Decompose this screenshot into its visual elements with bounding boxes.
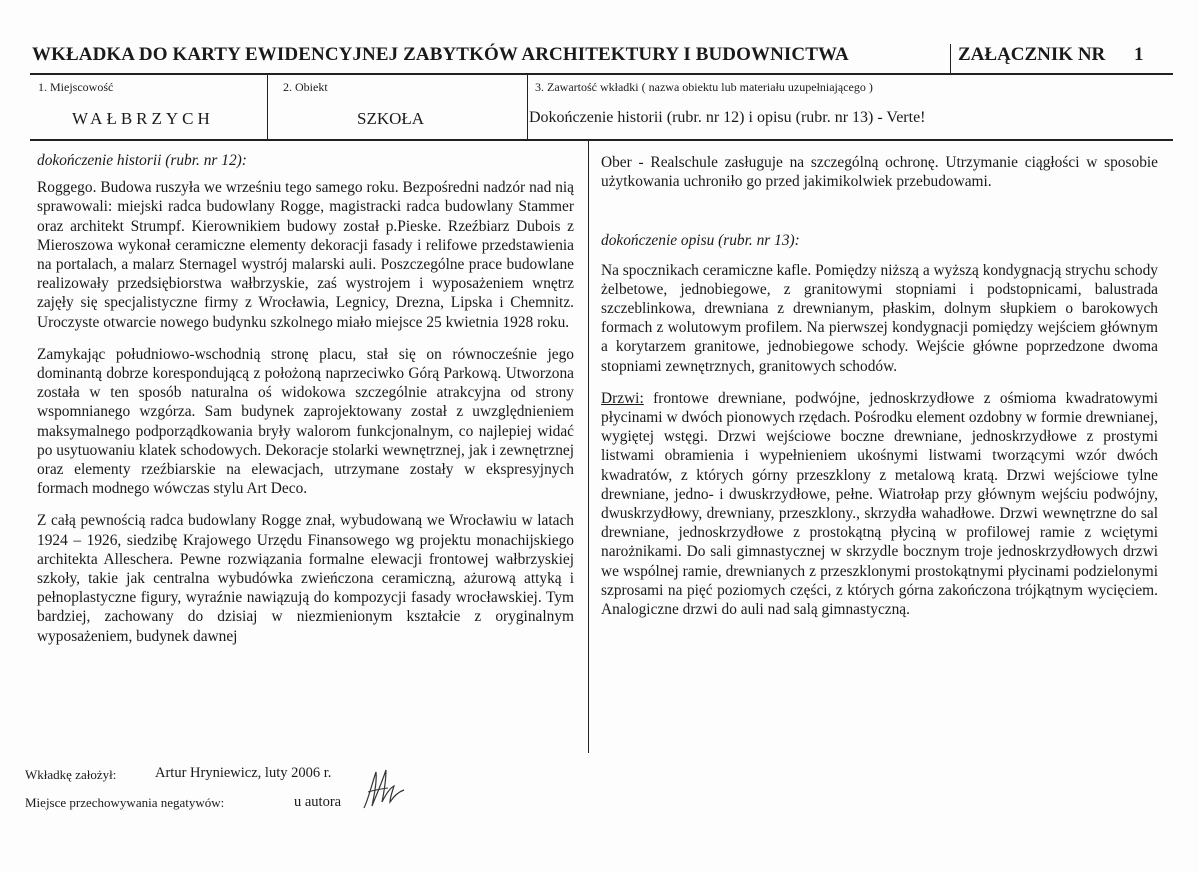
author-label: Wkładkę założył: (25, 767, 117, 782)
negatives-label: Miejsce przechowywania negatywów: (25, 795, 225, 810)
attachment-label: ZAŁĄCZNIK NR (958, 44, 1106, 65)
fields-bottom-rule (30, 139, 1173, 141)
history-paragraph: Z całą pewnością radca budowlany Rogge znał, wybudowaną we Wrocławiu w latach 1924 – 1926, siedzibę Krajowego Urzędu Finansowego wg projektu monachijskiego architekta Alleschera. Pewne rozwiązania formalne elewacji frontowej wałbrzyskiej szkoły, takie jak centralna wybudówka zwieńczona ceramiczną, ażurową attyką i pełnoplastyczne figury, wyraźnie nawiązują do kompozycji fasady wrocławskiej. Tym bardziej, zachowany do dzisiaj w niezmienionym kształcie z oryginalnym wyposażeniem, budynek dawnej (37, 512, 574, 645)
document-title: WKŁADKA DO KARTY EWIDENCYJNEJ ZABYTKÓW ARCHITEKTURY I BUDOWNICTWA (32, 44, 849, 65)
author-value: Artur Hryniewicz, luty 2006 r. (155, 765, 332, 781)
object-value: SZKOŁA (357, 109, 425, 128)
description-heading: dokończenie opisu (rubr. nr 13): (601, 232, 800, 250)
field-divider-1 (267, 75, 268, 139)
field-divider-2 (527, 75, 528, 139)
attachment-number: 1 (1134, 44, 1144, 65)
negatives-value: u autora (294, 794, 342, 810)
description-intro: Ober - Realschule zasługuje na szczególną ochronę. Utrzymanie ciągłości w sposobie użytkowania uchroniło go przed jakimikolwiek przebudowami. (601, 154, 1158, 191)
column-divider (588, 141, 589, 753)
header-top-rule (30, 73, 1173, 75)
header-divider (950, 44, 951, 73)
place-value: WAŁBRZYCH (72, 109, 214, 128)
history-paragraph: Zamykając południowo-wschodnią stronę placu, stał się on równocześnie jego dominantą dobrze korespondującą z położoną naprzeciwko Górą Parkową. Utworzona została w ten sposób naturalna oś widokowa szczególnie atrakcyjna od strony wspomnianego wzgórza. Sam budynek zaprojektowany został z uwzględnieniem maksymalnego podporządkowania bryły walorom funkcjonalnym, co najlepiej widać po usytuowaniu klatek schodowych. Dekoracje stolarki wewnętrznej, jak i zewnętrznej oraz elementy rzeźbiarskie na elewacjach, utrzymane zostały w ekspresyjnych formach modnego wówczas stylu Art Deco. (37, 345, 574, 498)
stairs-paragraph: Na spocznikach ceramiczne kafle. Pomiędzy niższą a wyższą kondygnacją strychu schody żelbetowe, jednobiegowe, z granitowymi stopniami i podstopnicami, balustrada szczeblinkowa, drewniana z drewnianym, płaskim, dolnym słupkiem o barokowych formach z wolutowym profilem. Na pierwszej kondygnacji pomiędzy wejściem głównym a korytarzem granitowe, jednobiegowe schody. Wejście główne poprzedzone dwoma stopniami zewnętrznych, granitowych schodów. (601, 261, 1158, 375)
doors-label: Drzwi: (601, 389, 644, 407)
doors-text: frontowe drewniane, podwójne, jednoskrzydłowe z ośmioma kwadratowymi płycinami w dwóch pionowych rzędach. Pośrodku element ozdobny w formie drewnianej, wygiętej wstęgi. Drzwi wejściowe boczne drewniane, jednoskrzydłowe z prostymi listwami obramienia i wypełnieniem ukośnymi listwami tworzącymi wzór dwóch kwadratów, z których górny przeszklony z metalową kratą. Drzwi wejściowe tylne drewniane, jedno- i dwuskrzydłowe, pełne. Wiatrołap przy głównym wejściu podwójny, dwuskrzydłowy, drewniany, przeszklony., skrzydła wahadłowe. Drzwi wewnętrzne do sal drewniane, jednoskrzydłowe z prostokątną płyciną w profilowej ramie z wciętymi narożnikami. Do sali gimnastycznej w skrzydle bocznym troje jednoskrzydłowych drzwi we wspólnej ramie, drewnianych z przeszklonymi prostokątnymi płycinami podzielonymi szprosami na pięć poziomych części, z których górna zakończona trójkątnym wycięciem. Analogiczne drzwi do auli nad salą gimnastyczną. (601, 389, 1158, 619)
description-column (601, 153, 1158, 632)
content-value: Dokończenie historii (rubr. nr 12) i opisu (rubr. nr 13) - Verte! (529, 109, 926, 126)
history-heading: dokończenie historii (rubr. nr 12): (37, 152, 247, 169)
history-paragraph: Roggego. Budowa ruszyła we wrześniu tego samego roku. Bezpośredni nadzór nad nią sprawowali: miejski radca budowlany Rogge, magistracki radca budowlany Stammer oraz architekt Strumpf. Kierownikiem budowy został p.Pieske. Rzeźbiarz Dubois z Mieroszowa wykonał ceramiczne elementy dekoracji fasady i relifowe przedstawienia na portalach, a malarz Sternagel wystrój malarski auli. Poszczególne prace budowlane realizowały przedsiębiorstwa wałbrzyskie, zaś wystrojem i wyposażeniem wnętrz zajęły się specjalistyczne firmy z Wrocławia, Legnicy, Drezna, Lipska i Chemnitz. Uroczyste otwarcie nowego budynku szkolnego miało miejsce 25 kwietnia 1928 roku. (37, 179, 574, 331)
doors-paragraph (601, 389, 1158, 619)
place-label: 1. Miejscowość (38, 80, 114, 94)
object-label: 2. Obiekt (283, 80, 328, 94)
history-column (37, 151, 574, 659)
content-label: 3. Zawartość wkładki ( nazwa obiektu lub materiału uzupełniającego ) (535, 80, 873, 94)
signature-icon (360, 762, 410, 814)
